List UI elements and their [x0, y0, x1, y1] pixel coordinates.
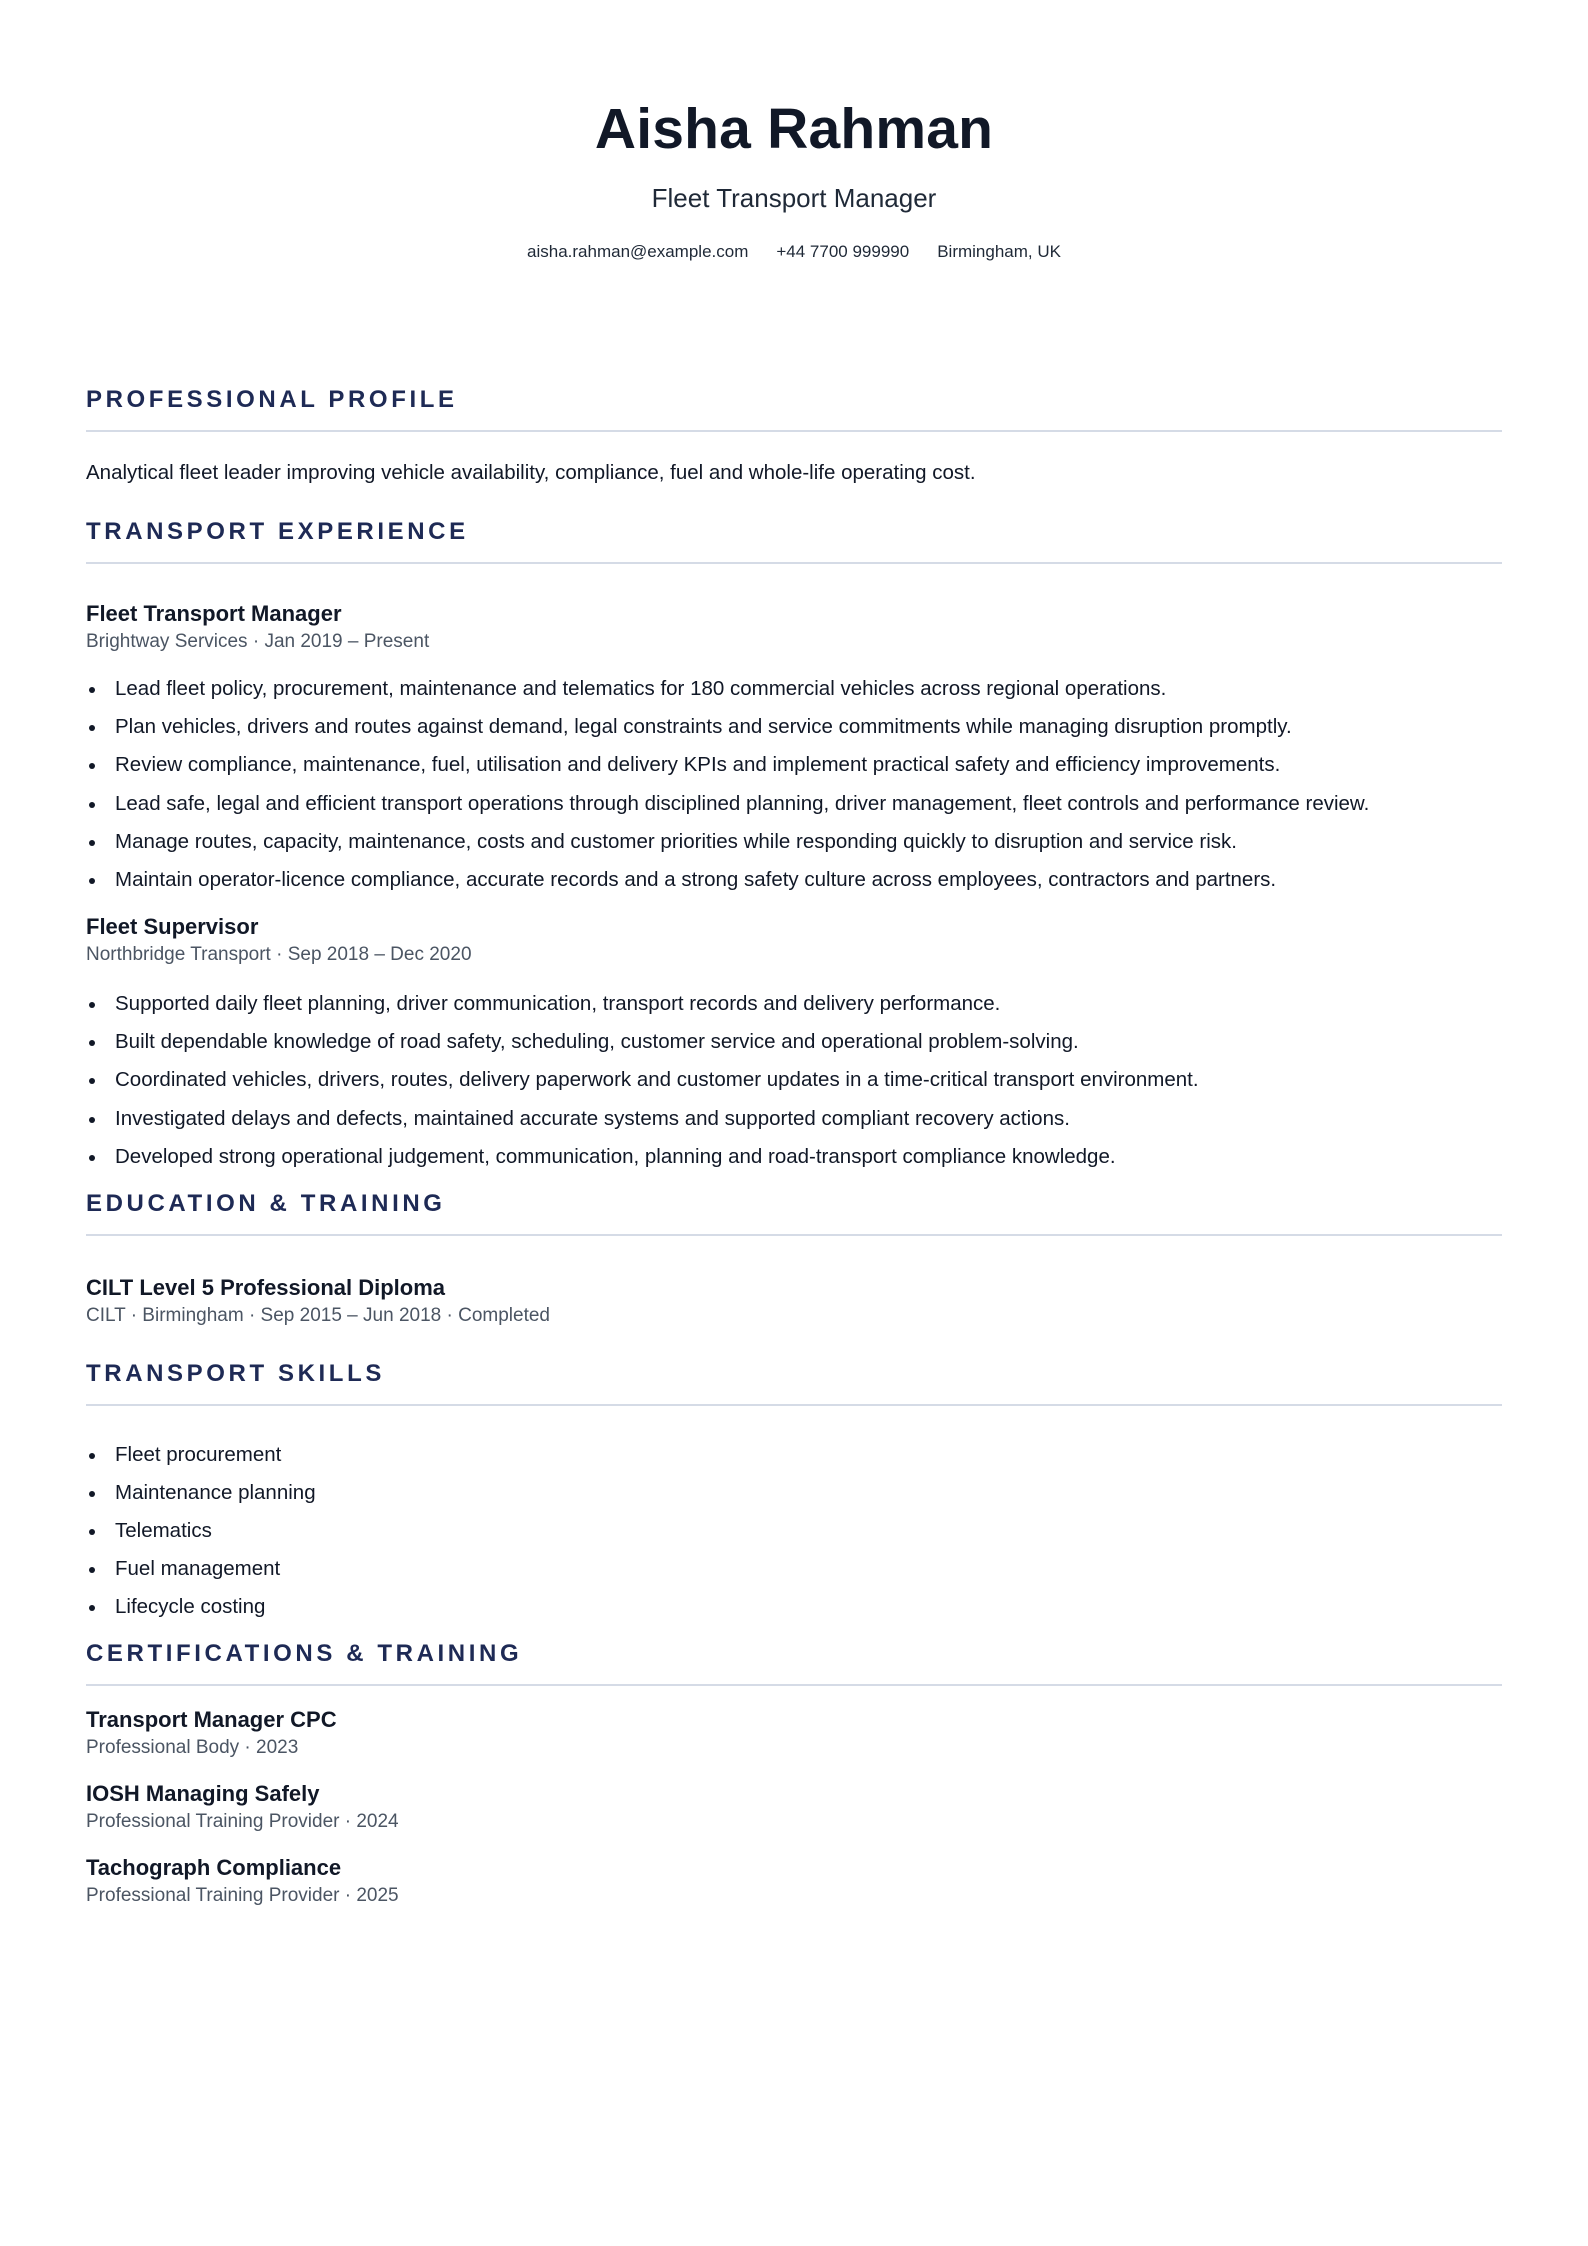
- job-meta: Northbridge Transport · Sep 2018 – Dec 2020: [86, 943, 472, 965]
- job-entry: [86, 600, 1502, 893]
- skill-item: Telematics: [86, 1518, 1502, 1544]
- skill-item: Maintenance planning: [86, 1480, 1502, 1506]
- section-certifications: [86, 1640, 1502, 1908]
- list-item: Lead safe, legal and efficient transport operations through disciplined planning, driver management, fleet controls and performance review.: [86, 791, 1502, 817]
- certification-meta: Professional Training Provider · 2024: [86, 1811, 399, 1833]
- job-bullets: [86, 991, 1502, 1170]
- list-item: Supported daily fleet planning, driver communication, transport records and delivery performance.: [86, 991, 1502, 1017]
- certification-title: IOSH Managing Safely: [86, 1781, 320, 1807]
- job-title: Fleet Supervisor: [86, 913, 259, 939]
- contact-location: Birmingham, UK: [937, 242, 1061, 261]
- job-title: Fleet Transport Manager: [86, 601, 342, 626]
- candidate-title: Fleet Transport Manager: [651, 183, 937, 213]
- section-profile: [86, 386, 1502, 486]
- certification-title: Transport Manager CPC: [86, 1707, 337, 1733]
- list-item: Built dependable knowledge of road safety, scheduling, customer service and operational problem-solving.: [86, 1029, 1502, 1055]
- certification-entry: [86, 1780, 1502, 1834]
- certification-title: Tachograph Compliance: [86, 1855, 342, 1881]
- candidate-name: Aisha Rahman: [594, 97, 994, 161]
- section-heading: EDUCATION & TRAINING: [86, 1190, 1502, 1236]
- contact-email[interactable]: aisha.rahman@example.com: [527, 242, 749, 261]
- list-item: Maintain operator-licence compliance, accurate records and a strong safety culture across employees, contractors and partners.: [86, 867, 1502, 893]
- section-heading: PROFESSIONAL PROFILE: [86, 386, 1502, 432]
- list-item: Lead fleet policy, procurement, maintenance and telematics for 180 commercial vehicles across regional operations.: [86, 676, 1502, 702]
- education-title: CILT Level 5 Professional Diploma: [86, 1274, 446, 1300]
- resume-header: [86, 0, 1502, 262]
- list-item: Investigated delays and defects, maintained accurate systems and supported compliant recovery actions.: [86, 1106, 1502, 1132]
- certification-entry: [86, 1706, 1502, 1760]
- list-item: Review compliance, maintenance, fuel, utilisation and delivery KPIs and implement practical safety and efficiency improvements.: [86, 752, 1502, 778]
- section-heading: TRANSPORT EXPERIENCE: [86, 518, 1502, 564]
- contact-phone[interactable]: +44 7700 999990: [776, 242, 910, 261]
- education-entry: [86, 1274, 1502, 1328]
- section-skills: [86, 1360, 1502, 1621]
- job-bullets: [86, 676, 1502, 893]
- section-heading: TRANSPORT SKILLS: [86, 1360, 1502, 1406]
- section-heading: CERTIFICATIONS & TRAINING: [86, 1640, 1502, 1686]
- section-education: [86, 1190, 1502, 1328]
- skill-item: Lifecycle costing: [86, 1594, 1502, 1620]
- job-entry: [86, 913, 1502, 1170]
- profile-summary: Analytical fleet leader improving vehicle availability, compliance, fuel and whole-life operating cost.: [86, 461, 976, 484]
- contact-line: [86, 242, 1502, 262]
- list-item: Plan vehicles, drivers and routes against demand, legal constraints and service commitments while managing disruption promptly.: [86, 714, 1502, 740]
- skill-item: Fuel management: [86, 1556, 1502, 1582]
- education-meta: CILT · Birmingham · Sep 2015 – Jun 2018 · Completed: [86, 1304, 550, 1326]
- certification-entry: [86, 1854, 1502, 1908]
- skill-item: Fleet procurement: [86, 1442, 1502, 1468]
- list-item: Coordinated vehicles, drivers, routes, delivery paperwork and customer updates in a time-critical transport environment.: [86, 1067, 1502, 1093]
- certification-meta: Professional Body · 2023: [86, 1737, 299, 1759]
- section-experience: [86, 518, 1502, 1170]
- certification-meta: Professional Training Provider · 2025: [86, 1885, 399, 1907]
- job-meta: Brightway Services · Jan 2019 – Present: [86, 631, 430, 652]
- skills-list: [86, 1442, 1502, 1621]
- list-item: Developed strong operational judgement, communication, planning and road-transport compliance knowledge.: [86, 1144, 1502, 1170]
- list-item: Manage routes, capacity, maintenance, costs and customer priorities while responding quickly to disruption and service risk.: [86, 829, 1502, 855]
